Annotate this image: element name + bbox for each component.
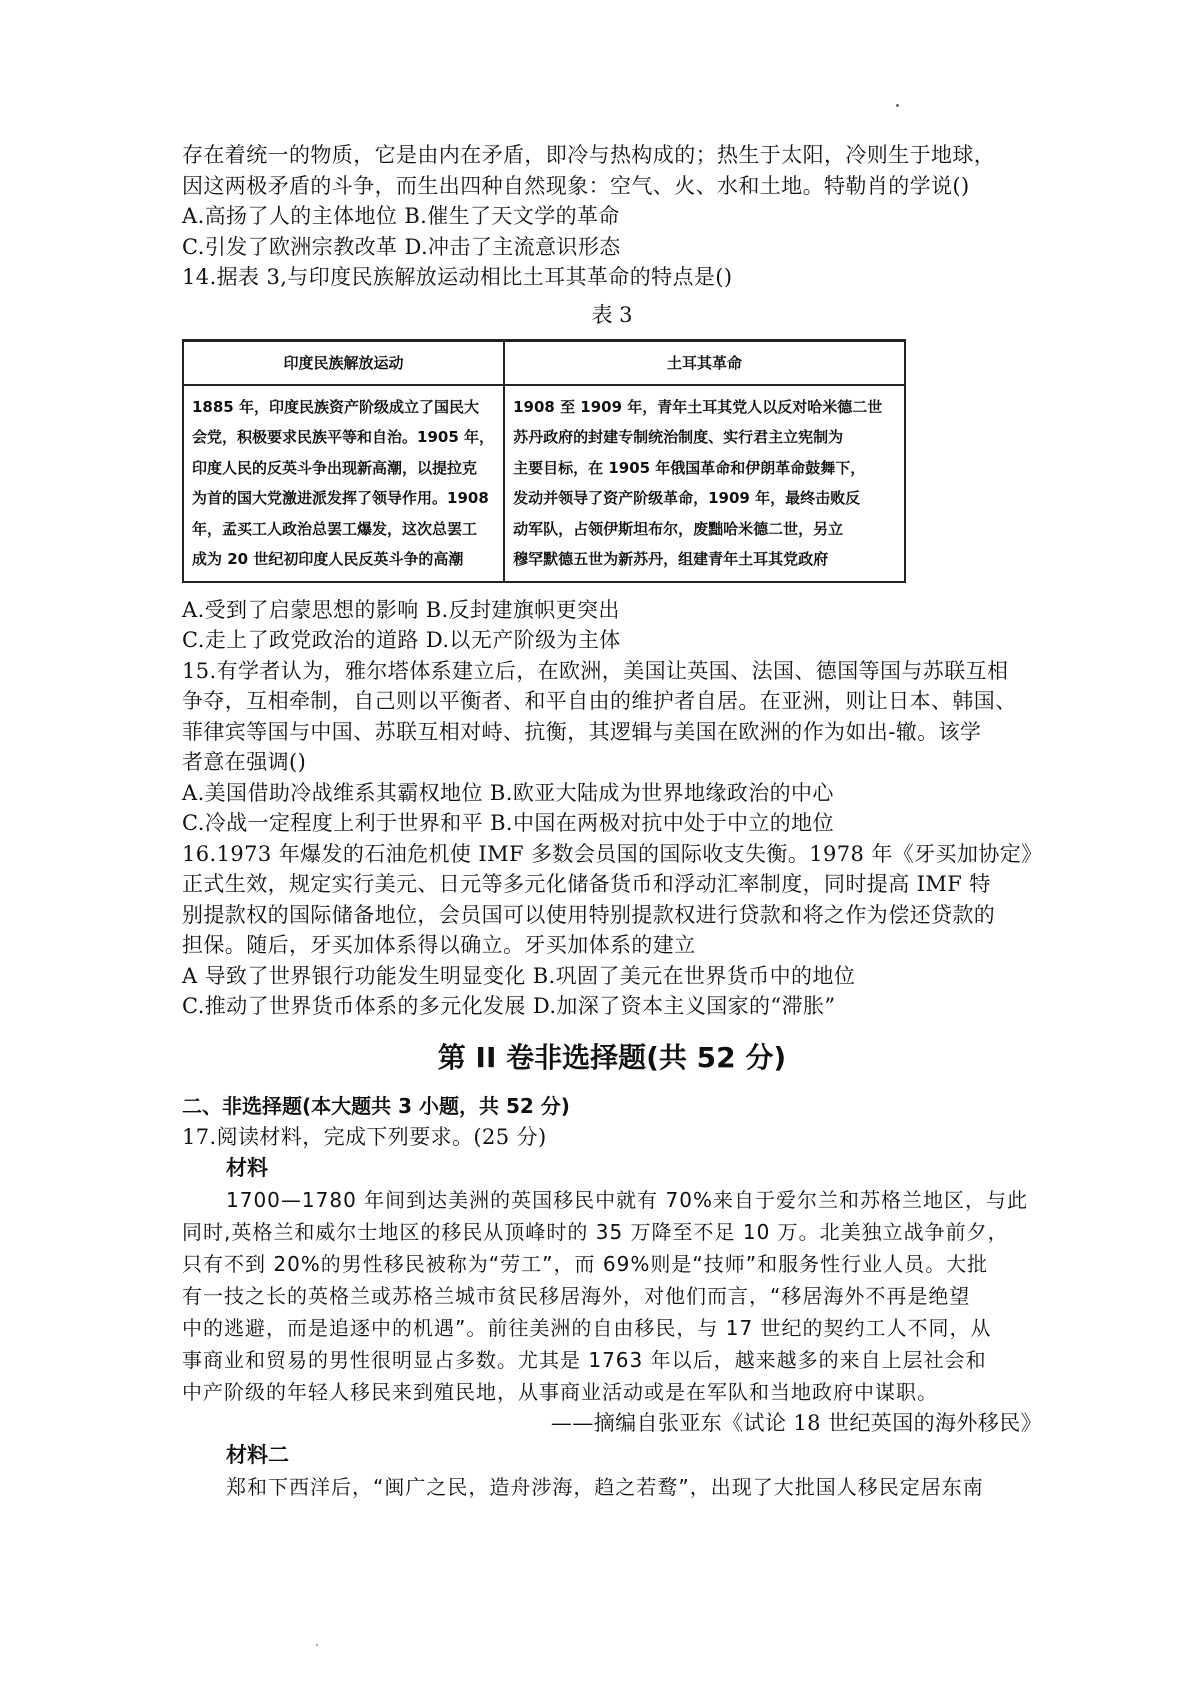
material-source: ——摘编自张亚东《试论 18 世纪英国的海外移民》 — [550, 1411, 1042, 1435]
question-text-line: 正式生效，规定实行美元、日元等多元化储备货币和浮动汇率制度，同时提高 IMF 特 — [182, 872, 991, 896]
question-text-line: 别提款权的国际储备地位，会员国可以使用特别提款权进行贷款和将之作为偿还贷款的 — [182, 902, 996, 927]
question-15 — [182, 656, 1042, 839]
table-header: 土耳其革命 — [505, 342, 904, 386]
table-caption: 表 3 — [591, 302, 633, 327]
question-text-line: 担保。随后，牙买加体系得以确立。牙买加体系的建立 — [182, 933, 696, 957]
question-text-line: 因这两极矛盾的斗争，而生出四种自然现象：空气、火、水和土地。特勒肖的学说() — [182, 173, 970, 198]
exam-page — [182, 140, 1042, 1503]
table-cell-line: 会党，积极要求民族平等和自治。1905 年， — [192, 428, 494, 446]
table-cell-line: 印度人民的反英斗争出现新高潮，以提拉克 — [192, 458, 478, 477]
material-label: 材料 — [226, 1156, 268, 1180]
question-14 — [182, 262, 1042, 656]
question-13 — [182, 140, 1042, 262]
material-text-line: 同时,英格兰和威尔士地区的移民从顶峰时的 35 万降至不足 10 万。北美独立战争前夕， — [182, 1220, 1009, 1244]
table-cell — [505, 386, 904, 581]
answer-options-line: A.受到了启蒙思想的影响 B.反封建旗帜更突出 — [182, 597, 620, 622]
material-text-line: 只有不到 20%的男性移民被称为“劳工”，而 69%则是“技师”和服务性行业人员。大批 — [182, 1252, 989, 1276]
material-text-line: 郑和下西洋后，“闽广之民，造舟涉海，趋之若鹜”，出现了大批国人移民定居东南 — [226, 1474, 984, 1499]
table-cell-line: 成为 20 世纪初印度人民反英斗争的高潮 — [192, 550, 464, 568]
question-text-line: 15.有学者认为，雅尔塔体系建立后，在欧洲，美国让英国、法国、德国等国与苏联互相 — [182, 658, 1009, 683]
table-cell-line: 1885 年，印度民族资产阶级成立了国民大 — [192, 397, 479, 416]
table-cell-line: 发动并领导了资产阶级革命，1909 年，最终击败反 — [513, 489, 861, 507]
answer-options-line: A 导致了世界银行功能发生明显变化 B.巩固了美元在世界货币中的地位 — [182, 963, 856, 988]
material-text-line: 事商业和贸易的男性很明显占多数。尤其是 1763 年以后，越来越多的来自上层社会和 — [182, 1348, 987, 1372]
material-text-line: 有一技之长的英格兰或苏格兰城市贫民移居海外，对他们而言，“移居海外不再是绝望 — [182, 1284, 971, 1308]
question-text-line: 争夺，互相牵制，自己则以平衡者、和平自由的维护者自居。在亚洲，则让日本、韩国、 — [182, 689, 1017, 713]
table-cell — [184, 386, 503, 581]
question-text-line: 者意在强调() — [182, 750, 307, 774]
table-cell-line: 为首的国大党激进派发挥了领导作用。1908 — [192, 489, 489, 507]
material-text-line: 1700—1780 年间到达美洲的英国移民中就有 70%来自于爱尔兰和苏格兰地区，与此 — [226, 1188, 1028, 1212]
table-column-turkey — [505, 342, 904, 581]
table-cell-line: 主要目标，在 1905 年俄国革命和伊朗革命鼓舞下， — [513, 458, 866, 477]
answer-options-line: C.冷战一定程度上利于世界和平 B.中国在两极对抗中处于中立的地位 — [182, 811, 834, 835]
question-text-line: 存在着统一的物质，它是由内在矛盾，即冷与热构成的；热生于太阳，冷则生于地球， — [182, 143, 996, 167]
question-17 — [182, 1122, 1042, 1503]
table-cell-line: 穆罕默德五世为新苏丹，组建青年土耳其党政府 — [513, 550, 829, 568]
answer-options-line: A.高扬了人的主体地位 B.催生了天文学的革命 — [182, 204, 620, 228]
table-column-india — [184, 342, 505, 581]
comparison-table — [182, 339, 906, 583]
table-cell-line: 1908 至 1909 年，青年土耳其党人以反对哈米德二世 — [513, 397, 883, 416]
material-label: 材料二 — [226, 1442, 289, 1467]
answer-options-line: C.推动了世界货币体系的多元化发展 D.加深了资本主义国家的“滞胀” — [182, 994, 836, 1018]
table-cell-line: 动军队，占领伊斯坦布尔，废黜哈米德二世，另立 — [513, 519, 844, 538]
material-text-line: 中的逃避，而是追逐中的机遇”。前往美洲的自由移民，与 17 世纪的契约工人不同，从 — [182, 1316, 992, 1340]
question-stem: 17.阅读材料，完成下列要求。(25 分) — [182, 1124, 547, 1149]
answer-options-line: A.美国借助冷战维系其霸权地位 B.欧亚大陆成为世界地缘政治的中心 — [182, 780, 834, 805]
section-subtitle: 二、非选择题(本大题共 3 小题，共 52 分) — [182, 1093, 570, 1118]
scan-speck — [316, 1644, 318, 1646]
question-text-line: 16.1973 年爆发的石油危机使 IMF 多数会员国的国际收支失衡。1978 年《牙买加协定》 — [182, 841, 1043, 866]
scan-speck — [896, 104, 899, 107]
table-cell-line: 苏丹政府的封建专制统治制度、实行君主立宪制为 — [513, 428, 844, 446]
answer-options-line: C.引发了欧洲宗教改革 D.冲击了主流意识形态 — [182, 234, 621, 259]
table-header: 印度民族解放运动 — [184, 342, 503, 386]
question-text-line: 菲律宾等国与中国、苏联互相对峙、抗衡，其逻辑与美国在欧洲的作为如出-辙。该学 — [182, 719, 982, 744]
question-16 — [182, 839, 1042, 1022]
question-stem: 14.据表 3,与印度民族解放运动相比土耳其革命的特点是() — [182, 265, 733, 289]
material-text-line: 中产阶级的年轻人移民来到殖民地，从事商业活动或是在军队和当地政府中谋职。 — [182, 1380, 938, 1404]
table-cell-line: 年，孟买工人政治总罢工爆发，这次总罢工 — [192, 519, 478, 538]
section-title: 第 II 卷非选择题(共 52 分) — [437, 1040, 787, 1074]
answer-options-line: C.走上了政党政治的道路 D.以无产阶级为主体 — [182, 628, 621, 652]
